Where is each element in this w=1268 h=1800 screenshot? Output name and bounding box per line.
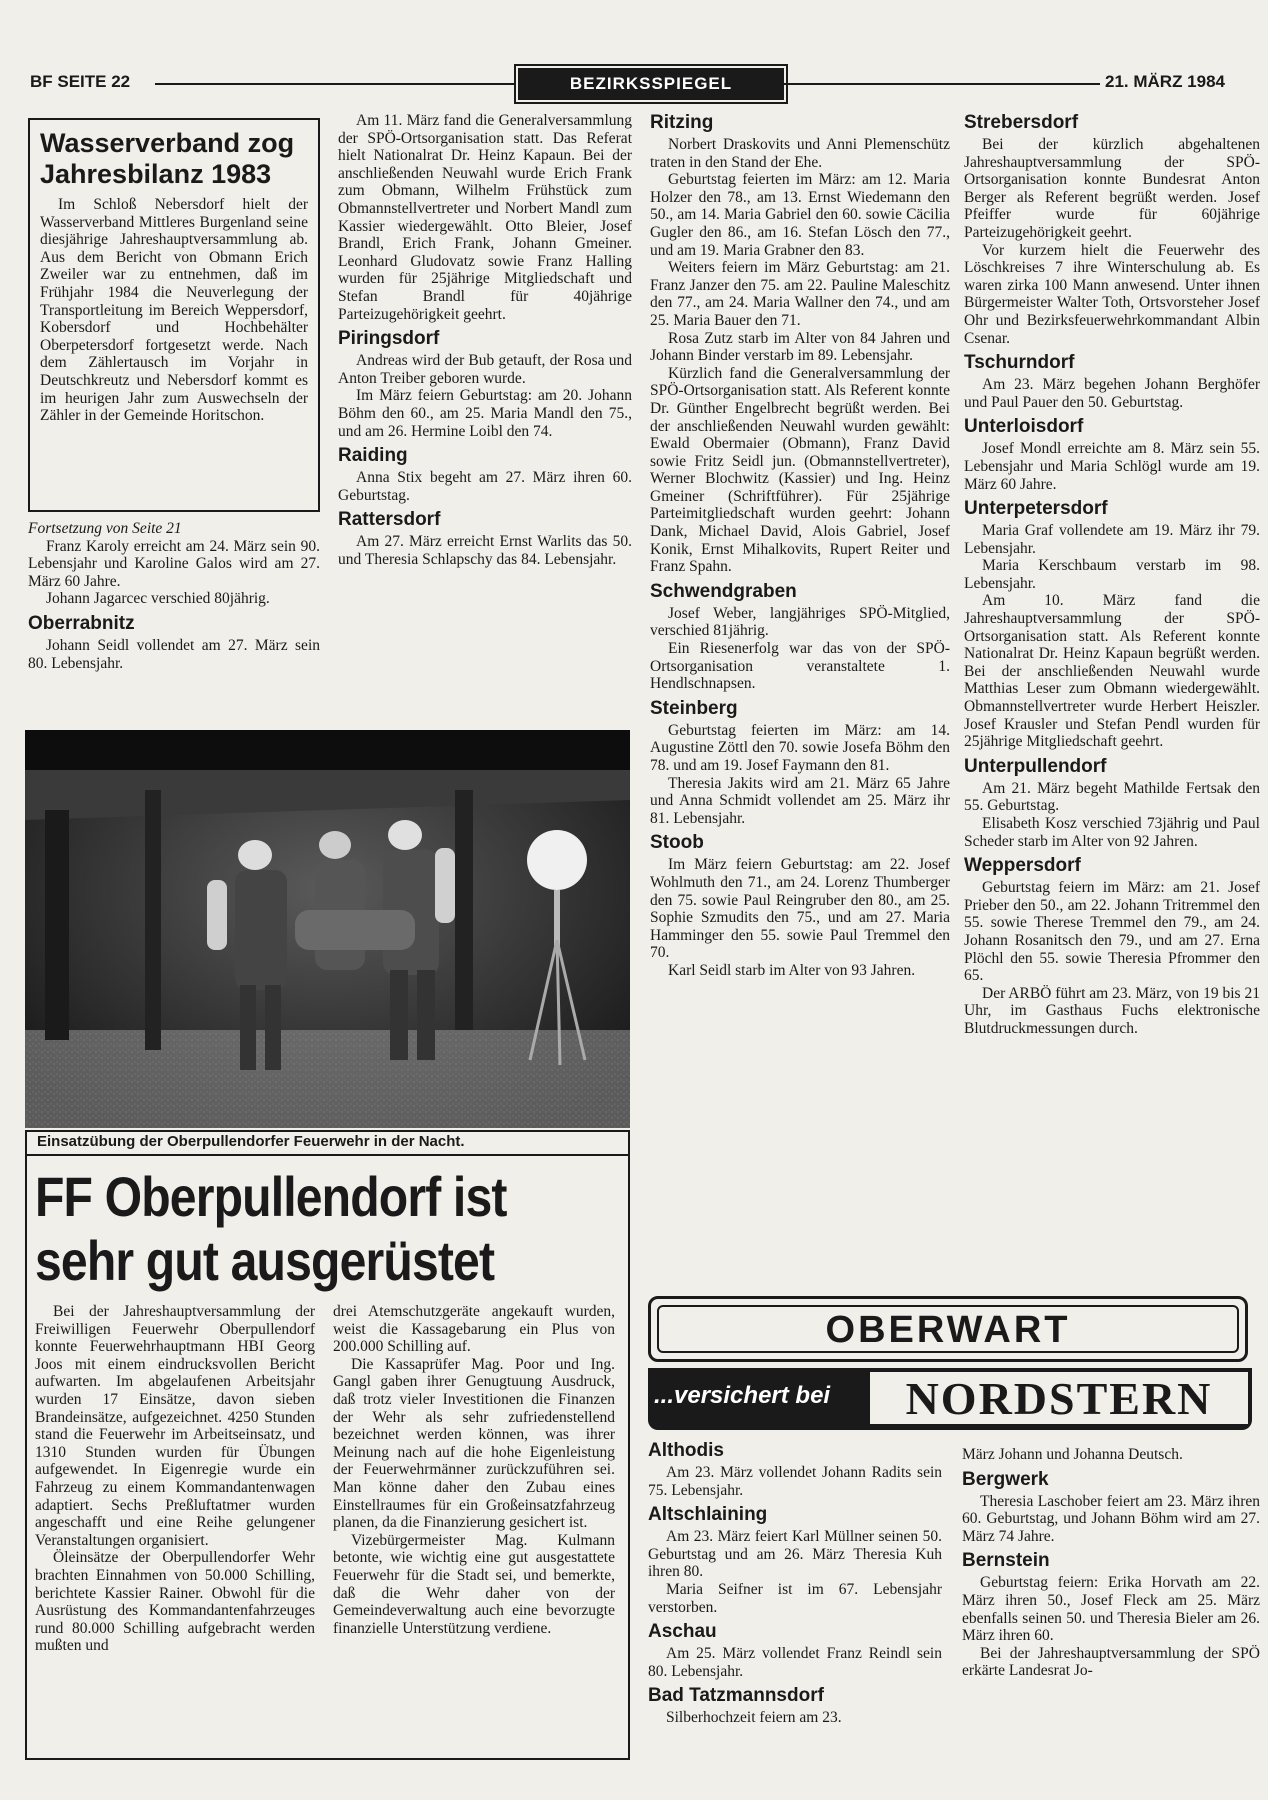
paragraph: Geburtstag feierten im März: am 14. Augustine Zöttl den 70. sowie Josefa Böhm den 78. und am 19. Josef Faymann den 81. [650, 721, 950, 774]
paragraph: Rosa Zutz starb im Alter von 84 Jahren und Johann Binder verstarb im 89. Lebensjahr. [650, 329, 950, 365]
firefighter-photo [25, 730, 630, 1128]
paragraph: Am 11. März fand die Generalversammlung der SPÖ-Ortsorganisation statt. Das Referat hielt Nationalrat Dr. Heinz Kapaun. Bei der anschließenden Neuwahl wurde Erich Frank zum Obmann, Wilhelm Frühstück zum Obmannstellvertreter und Norbert Mandl zum Kassier wiedergewählt. Otto Bleier, Josef Brandl, Erich Frank, Johann Gmeiner. Leonhard Gludovatz sowie Franz Halling wurden für 25jährige Mitgliedschaft und Stefan Brandl für 40jährige Parteizugehörigkeit geehrt. [338, 112, 632, 323]
paragraph: Bei der Jahreshauptversammlung der SPÖ erkärte Landesrat Jo- [962, 1644, 1260, 1680]
oberwart-nordstern-banner [648, 1296, 1252, 1436]
locality-heading: Stoob [650, 832, 704, 854]
paragraph: Am 21. März begeht Mathilde Fertsak den 55. Geburtstag. [964, 779, 1260, 815]
oberwart-column-1 [648, 1440, 942, 1727]
locality-heading: Raiding [338, 445, 408, 467]
locality-heading: Altschlaining [648, 1504, 768, 1526]
paragraph: Maria Kerschbaum verstarb im 98. Lebensjahr. [964, 557, 1260, 592]
paragraph: Am 23. März vollendet Johann Radits sein 75. Lebensjahr. [648, 1464, 942, 1499]
paragraph: Maria Graf vollendete am 19. März ihr 79. Lebensjahr. [964, 522, 1260, 557]
paragraph: Geburtstag feierten im März: am 12. Maria Holzer den 78., am 13. Ernst Wiedemann den 50., am 14. Maria Gabriel den 60. sowie Cäcilia Gugler den 86., am 16. Stefan Lösch den 77., und am 19. Maria Grabner den 83. [650, 171, 950, 259]
header-rule-right [784, 83, 1100, 85]
header-rule-left [155, 83, 515, 85]
paragraph: Silberhochzeit feiern am 23. [666, 1709, 842, 1727]
paragraph: Josef Weber, langjähriges SPÖ-Mitglied, verschied 81jährig. [650, 604, 950, 640]
paragraph: Ein Riesenerfolg war das von der SPÖ-Ortsorganisation veranstaltete 1. Hendlschnapsen. [650, 640, 950, 693]
section-title: BEZIRKSSPIEGEL [518, 68, 784, 100]
paragraph: Am 25. März vollendet Franz Reindl sein 80. Lebensjahr. [648, 1645, 942, 1680]
issue-date: 21. MÄRZ 1984 [1105, 72, 1225, 91]
paragraph: Johann Seidl vollendet am 27. März sein 80. Lebensjahr. [28, 636, 320, 672]
paragraph: Am 23. März begehen Johann Berghöfer und Paul Pauer den 50. Geburtstag. [964, 376, 1260, 411]
locality-heading: Bergwerk [962, 1468, 1049, 1490]
paragraph: Geburtstag feiern: Erika Horvath am 22. März ihren 50., Josef Fleck am 25. März ebenfalls seinen 50. und Theresia Bieler am 26. März ihren 60. [962, 1574, 1260, 1645]
continued-note: Fortsetzung von Seite 21 [28, 520, 182, 537]
locality-heading: Ritzing [650, 112, 714, 133]
paragraph: Die Kassaprüfer Mag. Poor und Ing. Gangl gaben ihrer Genugtuung Ausdruck, daß trotz vieler Investitionen die Finanzen der Wehr als sehr zufriedenstellend bezeichnet werden können, was ihrer Meinung nach auf die hohe Eigenleistung der Feuerwehrmänner zurückzuführen sei. Man könne daher den Zubau eines Einstellraumes für ein Großeinsatzfahrzeug planen, da die Finanzierung gesichert ist. [333, 1355, 615, 1532]
ff-article-left-column [35, 1303, 315, 1655]
locality-heading: Oberrabnitz [28, 612, 135, 634]
locality-heading: Tschurndorf [964, 352, 1075, 374]
paragraph: Maria Seifner ist im 67. Lebensjahr verstorben. [648, 1580, 942, 1616]
oberwart-title: OBERWART [657, 1305, 1239, 1353]
locality-heading: Strebersdorf [964, 112, 1079, 133]
ad-brand: NORDSTERN [870, 1372, 1248, 1424]
paragraph: Weiters feiern im März Geburtstag: am 21. Franz Janzer den 75. am 22. Pauline Maleschitz den 77., am 24. Maria Wallner den 74., und am 25. Maria Bauer den 71. [650, 259, 950, 329]
paragraph: Karl Seidl starb im Alter von 93 Jahren. [668, 961, 916, 979]
locality-heading: Piringsdorf [338, 328, 440, 350]
paragraph: Andreas wird der Bub getauft, der Rosa und Anton Treiber geboren wurde. [338, 352, 632, 387]
oberwart-column-2 [962, 1446, 1260, 1680]
paragraph: Elisabeth Kosz verschied 73jährig und Paul Scheder starb im Alter von 92 Jahren. [964, 815, 1260, 850]
locality-heading: Althodis [648, 1440, 724, 1461]
column-1 [28, 520, 320, 672]
paragraph: März Johann und Johanna Deutsch. [962, 1446, 1183, 1463]
locality-heading: Bad Tatzmannsdorf [648, 1685, 824, 1707]
locality-heading: Rattersdorf [338, 509, 441, 531]
paragraph: Der ARBÖ führt am 23. März, von 19 bis 21 Uhr, im Gasthaus Fuchs elektronische Blutdruckmessungen durch. [964, 984, 1260, 1037]
paragraph: Johann Jagarcec verschied 80jährig. [46, 590, 270, 608]
locality-heading: Unterloisdorf [964, 416, 1084, 438]
paragraph: Theresia Laschober feiert am 23. März ihren 60. Geburtstag, und Johann Böhm wird am 27. März 74 Jahre. [962, 1492, 1260, 1545]
paragraph: Anna Stix begeht am 27. März ihren 60. Geburtstag. [338, 469, 632, 504]
paragraph: Josef Mondl erreichte am 8. März sein 55. Lebensjahr und Maria Schlögl wurde am 19. März 60 Jahre. [964, 440, 1260, 493]
column-3 [650, 112, 950, 980]
locality-heading: Steinberg [650, 697, 738, 719]
headline-line-1: FF Oberpullendorf ist [35, 1165, 507, 1228]
caption-divider [25, 1154, 630, 1156]
locality-heading: Unterpetersdorf [964, 498, 1108, 520]
paragraph: Vizebürgermeister Mag. Kulmann betonte, wie wichtig eine gut ausgestattete Feuerwehr für die Stadt sei, und bemerkte, daß die Wehr daher von der Gemeindeverwaltung auch eine bevorzugte finanzielle Unterstützung verdiene. [333, 1531, 615, 1637]
locality-heading: Aschau [648, 1621, 717, 1643]
page-number: BF SEITE 22 [30, 72, 131, 91]
paragraph: Am 27. März erreicht Ernst Warlits das 50. und Theresia Schlapschy das 84. Lebensjahr. [338, 533, 632, 568]
paragraph: Norbert Draskovits und Anni Plemenschütz traten in den Stand der Ehe. [650, 136, 950, 171]
night-exercise-image [25, 730, 630, 1128]
oberwart-header-box [648, 1296, 1248, 1362]
locality-heading: Unterpullendorf [964, 755, 1107, 777]
paragraph: Am 23. März feiert Karl Müllner seinen 50. Geburtstag und am 26. März Theresia Kuh ihren 80. [648, 1528, 942, 1581]
headline-line-2: sehr gut ausgerüstet [35, 1229, 495, 1292]
paragraph: Bei der kürzlich abgehaltenen Jahreshauptversammlung der SPÖ-Ortsorganisation konnte Bundesrat Anton Berger als Referent begrüßt werden. Josef Pfeiffer wurde für 60jährige Parteizugehörigkeit geehrt. [964, 136, 1260, 241]
paragraph: drei Atemschutzgeräte angekauft wurden, weist die Kassagebarung ein Plus von 200.000 Schilling auf. [333, 1303, 615, 1356]
paragraph: Geburtstag feiern im März: am 21. Josef Prieber den 50., am 22. Johann Tritremmel den 55. sowie Therese Tremmel den 79., am 24. Johann Rosanitsch den 79., und am 27. Erna Plöchl den 55. sowie Theresia Pfrommer den 65. [964, 879, 1260, 985]
locality-heading: Weppersdorf [964, 855, 1081, 877]
wasserverband-article [28, 118, 320, 512]
paragraph: Im März feiern Geburtstag: am 20. Johann Böhm den 60., am 25. Maria Mandl den 75., und am 26. Hermine Loibl den 74. [338, 387, 632, 440]
column-2 [338, 112, 632, 568]
paragraph: Kürzlich fand die Generalversammlung der SPÖ-Ortsorganisation statt. Als Referent konnte Dr. Günther Engelbrecht begrüßt werden. Bei der anschließenden Neuwahl wurden gewählt: Ewald Obermaier (Obmann), Franz David sowie Fritz Seidl jun. (Obmannstellvertreter), Werner Blochwitz (Kassier) und Ing. Heinz Gmeiner (Schriftführer). Für 25jährige Parteimitgliedschaft wurden geehrt: Johann Dank, Michael David, Alois Gabriel, Josef Konik, Ernst Mihalkovits, Rupert Reiter und Franz Spahn. [650, 364, 950, 576]
paragraph: Am 10. März fand die Jahreshauptversammlung der SPÖ-Ortsorganisation statt. Als Referent konnte Nationalrat Dr. Heinz Kapaun begrüßt werden. Bei der anschließenden Neuwahl wurde Matthias Leser zum Obmann wiedergewählt. Obmannstellvertreter wurde Herbert Heiszler. Josef Krausler und Stefan Pendl wurden für 25jährige Mitgliedschaft geehrt. [964, 592, 1260, 751]
locality-heading: Bernstein [962, 1550, 1050, 1572]
article-headline: Wasserverband zog Jahresbilanz 1983 [40, 128, 295, 189]
paragraph: Franz Karoly erreicht am 24. März sein 90. Lebensjahr und Karoline Galos wird am 27. März 60 Jahre. [28, 537, 320, 590]
photo-caption: Einsatzübung der Oberpullendorfer Feuerwehr in der Nacht. [37, 1133, 465, 1150]
article-body: Im Schloß Nebersdorf hielt der Wasserverband Mittleres Burgenland seine diesjährige Jahreshauptversammlung ab. Aus dem Bericht von Obmann Erich Zweiler war zu entnehmen, daß im Frühjahr 1984 die Neuverlegung der Transportleitung im Bereich Weppersdorf, Kobersdorf und Hochbehälter Oberpetersdorf fortgesetzt werde. Nach dem Zählertausch im Vorjahr in Deutschkreutz und Nebersdorf kommt es im heurigen Jahr zum Auswechseln der Zähler in der Gemeinde Horitschon. [40, 196, 308, 425]
ff-article-headline [35, 1165, 534, 1293]
paragraph: Bei der Jahreshauptversammlung der Freiwilligen Feuerwehr Oberpullendorf konnte Feuerwehrhauptmann HBI Georg Joos mit einem eindrucksvollen Bericht aufwarten. Im abgelaufenen Arbeitsjahr wurden 17 Einsätze, davon sieben Brandeinsätze, aufgezeichnet. 4250 Stunden stand die Feuerwehr im Arbeitseinsatz, und 1310 Stunden wurden für Übungen aufgewendet. In Eigenregie wurde ein Fahrzeug zu einem Kommandantenwagen adaptiert. Sechs Preßluftatmer wurden angeschafft und eine Reihe gelungener Veranstaltungen organisiert. [35, 1303, 315, 1549]
paragraph: Im März feiern Geburtstag: am 22. Josef Wohlmuth den 71., am 24. Lorenz Thumberger den 75. sowie Paul Reingruber den 80., am 25. Sophie Szmudits den 75., und am 27. Maria Hamminger den 55. sowie Paul Tremmel den 70. [650, 856, 950, 962]
ad-slogan: ...versichert bei [654, 1382, 831, 1409]
column-4 [964, 112, 1260, 1038]
paragraph: Theresia Jakits wird am 21. März 65 Jahre und Anna Schmidt vollendet am 25. März ihr 81. Lebensjahr. [650, 774, 950, 827]
paragraph: Öleinsätze der Oberpullendorfer Wehr brachten Einnahmen von 50.000 Schilling, berichtete Kassier Rainer. Obwohl für die Ausrüstung des Kommandantenfahrzeuges rund 80.000 Schilling aufgebracht werden mußten und [35, 1549, 315, 1655]
nordstern-ad [648, 1368, 1252, 1430]
paragraph: Vor kurzem hielt die Feuerwehr des Löschkreises 7 ihre Winterschulung ab. Es waren zirka 100 Mann anwesend. Unter ihnen Bürgermeister Walter Toth, Ortsvorsteher Josef Ohr und Bezirksfeuerwehrkommandant Albin Csenar. [964, 241, 1260, 347]
ff-article-right-column [333, 1303, 615, 1637]
locality-heading: Schwendgraben [650, 580, 797, 602]
